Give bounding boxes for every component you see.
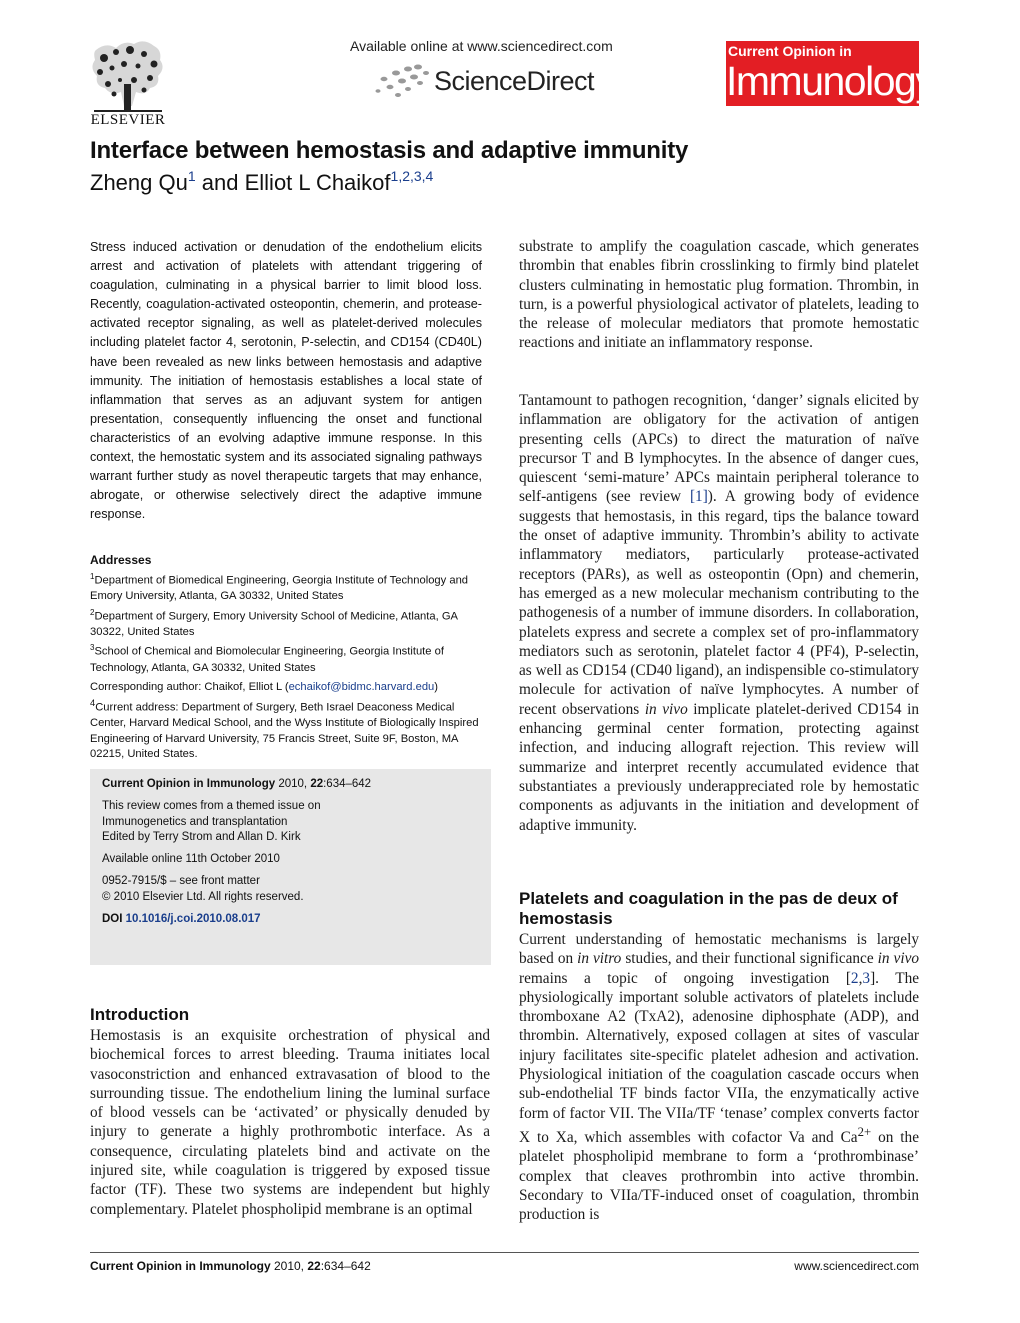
footer-url[interactable]: www.sciencedirect.com [794, 1259, 919, 1273]
journal-badge [726, 41, 935, 106]
elsevier-logo [88, 40, 168, 132]
available-date: Available online 11th October 2010 [102, 853, 280, 866]
corresponding-author: Corresponding author: Chaikof, Elliot L (echaikof@bidmc.harvard.edu) [90, 681, 438, 693]
doi-link[interactable]: 10.1016/j.coi.2010.08.017 [125, 912, 261, 925]
address-item: $^1$Department of Biomedical Engineering, Georgia Institute of Technology and Emory University, Atlanta, GA 30332, United States [90, 571, 469, 602]
addresses-heading: Addresses [90, 553, 152, 567]
sciencedirect-logo[interactable] [374, 60, 594, 102]
body-paragraph: Current understanding of hemostatic mechanisms is largely based on in vitro studies, and their functional significance in vivo remains a topic of ongoing investigation [2,3]. The physiologically important soluble activators of platelets include thromboxane A2 (TxA2), adenosine diphosphate (ADP), and thrombin. Alternatively, exposed collagen at sites of vascular injury facilitates site-specific platelet adhesion and activation. Physiological initiation of the coagulation cascade occurs when sub-endothelial TF binds factor VIIa, the enzymatically active form of factor VII. The VIIa/TF ‘tenase’ complex converts factor X to Xa, which assembles with cofactor Va and $Ca^{2+}$ on the platelet phospholipid membrane to form a ‘prothrombinase’ complex that cleaves prothrombin into active thrombin. Secondary to VIIa/TF-induced onset of coagulation, thrombin production is [519, 931, 920, 1224]
journal-badge-top: Current Opinion in [728, 43, 852, 59]
author-list [90, 168, 433, 196]
journal-badge-main: Immunology [726, 58, 935, 104]
correspondence-section [90, 680, 492, 763]
doi-line: DOI 10.1016/j.coi.2010.08.017 [102, 912, 261, 925]
sciencedirect-dots-icon [374, 61, 430, 101]
citation-line: Current Opinion in Immunology 2010, 22:634–642 [102, 778, 372, 790]
reference-link[interactable]: 2 [850, 969, 859, 987]
footer-citation: Current Opinion in Immunology 2010, 22:634–642 [90, 1259, 371, 1273]
publisher-name: ELSEVIER [90, 112, 166, 128]
address-item: $^2$Department of Surgery, Emory University School of Medicine, Atlanta, GA 30322, United States [90, 607, 458, 638]
article-title: Interface between hemostasis and adaptive immunity [90, 137, 689, 164]
section-heading: Platelets and coagulation in the pas de deux of hemostasis [519, 889, 898, 928]
address-item: $^3$School of Chemical and Biomolecular Engineering, Georgia Institute of Technology, Atlanta, GA 30332, United States [90, 643, 444, 674]
author-name: Elliot L Chaikof [244, 170, 391, 195]
available-online-text: Available online at www.sciencedirect.com [350, 38, 613, 54]
copyright-block: 0952-7915/$ – see front matter © 2010 Elsevier Ltd. All rights reserved. [102, 874, 304, 903]
current-address: $^4$Current address: Department of Surgery, Beth Israel Deaconess Medical Center, Harvard Medical School, and the Wyss Institute of Biologically Inspired Engineering of Harvard University, 75 Francis Street, Suite 9F, Boston, MA 02215, United States. [90, 697, 479, 761]
sciencedirect-wordmark: ScienceDirect [434, 65, 595, 96]
elsevier-tree-icon [88, 40, 168, 112]
abstract-text: Stress induced activation or denudation of the endothelium elicits arrest and activation of platelets with attendant triggering of coagulation, culminating in a physical barrier to limit blood loss. Recently, coagulation-activated osteopontin, chemerin, and protease-activated receptor signaling, as well as platelet-derived molecules including platelet factor 4, serotonin, P-selectin, and CD154 (CD40L) have been revealed as new links between hemostasis and adaptive immunity. The initiation of hemostasis establishes a local state of inflammation that serves as an adjuvant system for antigen presentation, consequently influencing the onset and functional characteristics of an evolving adaptive immune response. In this context, the hemostatic system and its associated signaling pathways warrant further study as novel therapeutic targets that may enhance, abrogate, or otherwise selectively direct the adaptive immune response. [90, 240, 482, 522]
author-name: Zheng Qu [90, 170, 188, 195]
introduction-paragraph: Hemostasis is an exquisite orchestration of physical and biochemical forces to arrest bleeding. Trauma initiates local vasoconstriction and enhanced extravasation of blood to the surrounding tissue. The endothelium lining the luminal surface of blood vessels can be ‘activated’ or physically denuded by injury to generate a highly prothrombotic interface. As a consequence, circulating platelets bind and activate on the injured site, while coagulation is triggered by exposed tissue factor (TF). These two systems are independent but highly complementary. Platelet phospholipid membrane is an optimal [90, 1027, 490, 1218]
body-paragraph: Tantamount to pathogen recognition, ‘danger’ signals elicited by inflammation are obligatory for the activation of antigen presenting cells (APCs) to direct the maturation of naïve precursor T and B lymphocytes. In the absence of danger cues, quiescent ‘semi-mature’ APCs maintain peripheral tolerance to self-antigens (see review [1]). A growing body of evidence suggests that hemostasis, in this regard, tips the balance toward the onset of adaptive immunity. Thrombin’s ability to activate inflammatory mediators, particularly protease-activated receptors (PARs), as well as osteopontin (Opn) and chemerin, has emerged as a new molecular mechanism contributing to the pathogenesis of a number of immune disorders. In collaboration, platelets express and secrete a complex set of pro-inflammatory mediators such as serotonin, platelet factor 4 (PF4), P-selectin, as well as CD154 (CD40 ligand), an indispensible co-stimulatory molecule for activation of naïve lymphocytes. A number of recent observations in vivo implicate platelet-derived CD154 in enhancing germinal center formation, protecting against infection, and inducing allograft rejection. This review will summarize and interpret recently accumulated evidence that substantiates a previously underappreciated role by hemostatic components as adjuvants in the initiation and development of adaptive immunity. [519, 392, 919, 834]
introduction-heading: Introduction [90, 1005, 190, 1024]
reference-link[interactable]: 3 [862, 969, 871, 987]
addresses-section [90, 553, 492, 676]
email-link[interactable]: echaikof@bidmc.harvard.edu [288, 681, 435, 693]
themed-issue: This review comes from a themed issue on Immunogenetics and transplantation Edited by Terry Strom and Allan D. Kirk [102, 799, 321, 844]
body-paragraph: substrate to amplify the coagulation cascade, which generates thrombin that enables fibrin crosslinking to firmly bind platelet clusters culminating in hemostatic plug formation. Thrombin, in turn, is a powerful physiological activator of platelets, leading to the release of molecular mediators that promote hemostatic reactions and initiate an inflammatory response. [519, 238, 919, 352]
reference-link[interactable]: [1] [689, 488, 708, 506]
article-info-box [90, 769, 491, 965]
author-affiliation[interactable]: 1 [187, 168, 196, 184]
author-affiliation[interactable]: 1,2,3,4 [390, 168, 434, 184]
footer-divider [90, 1252, 919, 1253]
author-conjunction: and [201, 170, 239, 195]
